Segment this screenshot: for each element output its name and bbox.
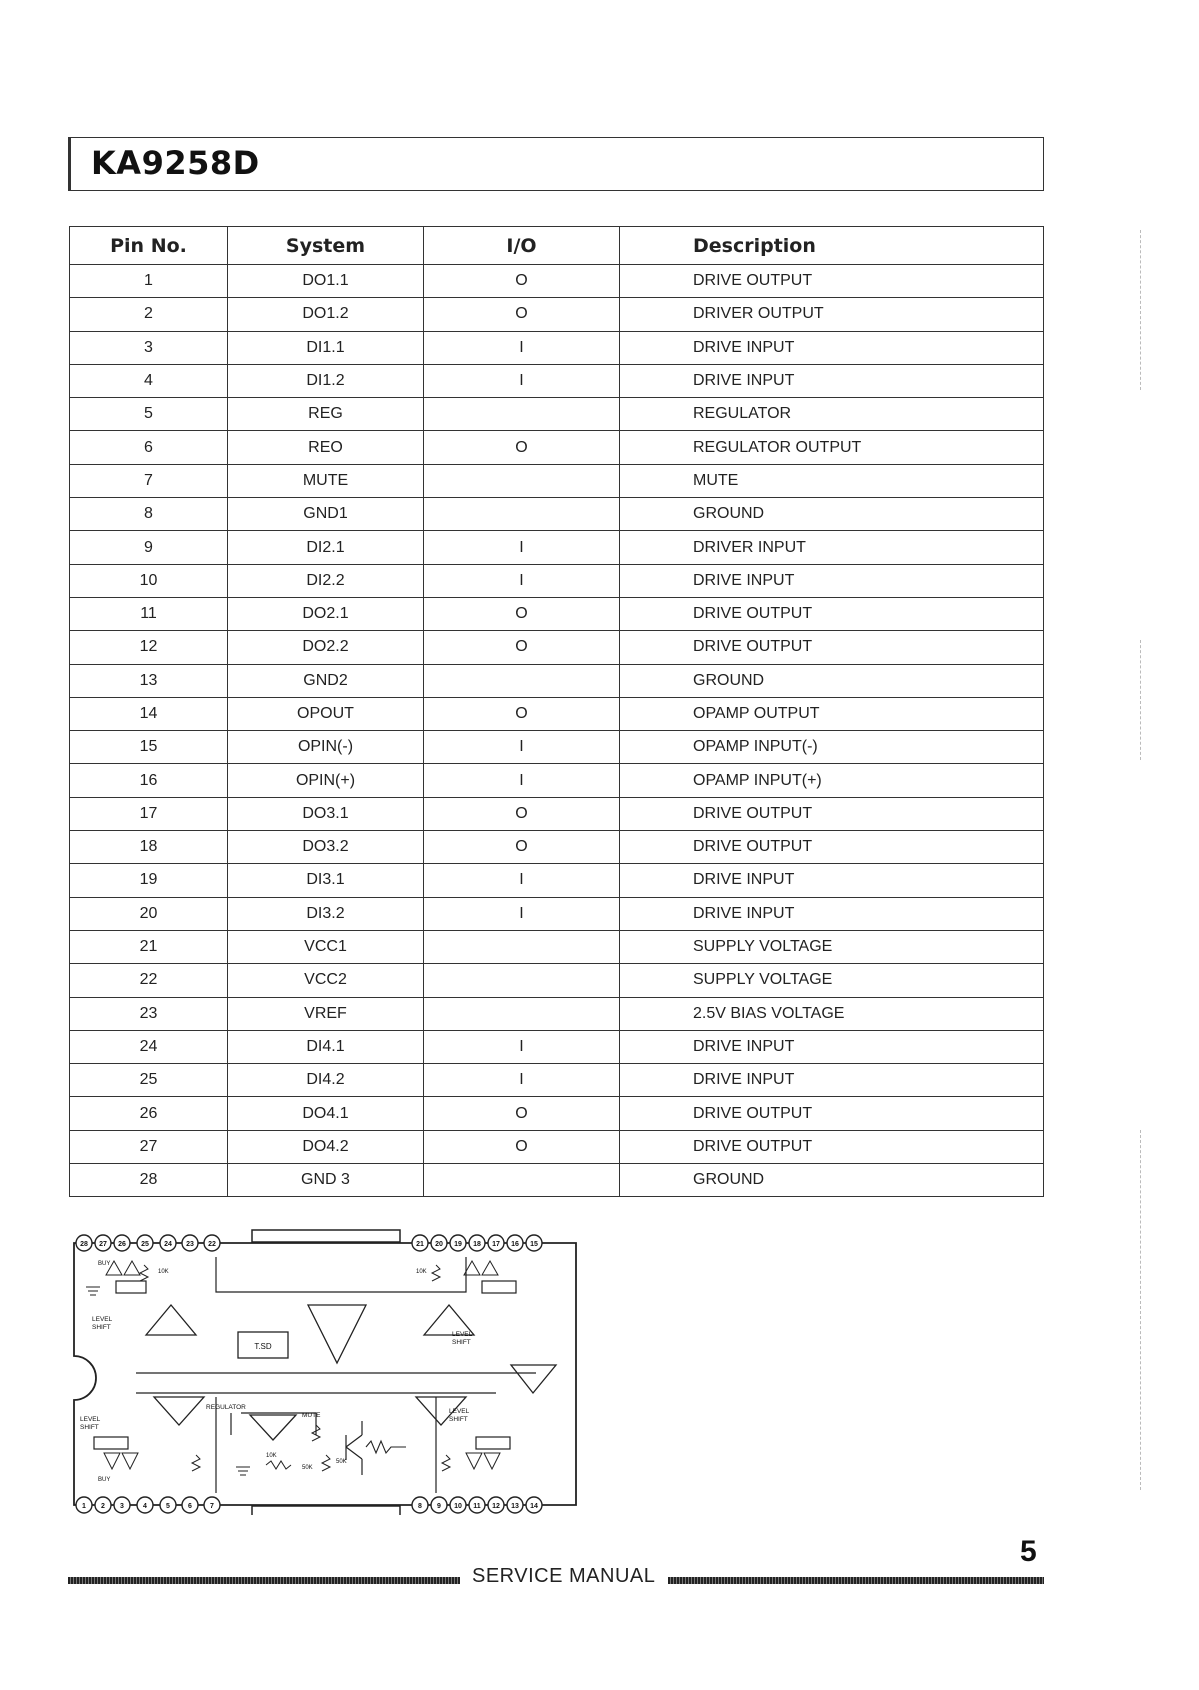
table-row — [70, 364, 1044, 397]
table-row — [70, 997, 1044, 1030]
description-cell: DRIVE INPUT — [620, 331, 1044, 364]
pin-number-label: 15 — [530, 1240, 538, 1248]
io-type-cell — [424, 1164, 620, 1197]
system-name-cell: DO4.2 — [228, 1130, 424, 1163]
io-type-cell — [424, 664, 620, 697]
description-cell: MUTE — [620, 464, 1044, 497]
description-cell: DRIVER OUTPUT — [620, 298, 1044, 331]
pin-number-label: 6 — [188, 1502, 192, 1510]
pin-number-label: 18 — [473, 1240, 481, 1248]
system-name-cell: DO3.1 — [228, 797, 424, 830]
description-cell: DRIVE INPUT — [620, 1064, 1044, 1097]
description-cell: 2.5V BIAS VOLTAGE — [620, 997, 1044, 1030]
heatsink-bottom — [252, 1506, 400, 1515]
pin-number-cell: 21 — [70, 930, 228, 963]
system-name-cell: DO3.2 — [228, 831, 424, 864]
system-name-cell: REG — [228, 398, 424, 431]
io-type-cell: O — [424, 1130, 620, 1163]
system-name-cell: DI4.2 — [228, 1064, 424, 1097]
resistor-50k-label-2: 50K — [302, 1465, 313, 1471]
shift-label-1: SHIFT — [92, 1324, 111, 1331]
pin-number-label: 26 — [118, 1240, 126, 1248]
page-number: 5 — [1020, 1535, 1037, 1568]
io-type-cell — [424, 964, 620, 997]
table-row — [70, 464, 1044, 497]
pin-number-cell: 16 — [70, 764, 228, 797]
system-name-cell: DO2.1 — [228, 597, 424, 630]
shift-label-3: SHIFT — [80, 1424, 99, 1431]
system-name-cell: VCC1 — [228, 930, 424, 963]
resistor-10k-label-1: 10K — [158, 1269, 169, 1275]
pin-number-cell: 18 — [70, 831, 228, 864]
system-name-cell: DI4.1 — [228, 1030, 424, 1063]
description-cell: DRIVE INPUT — [620, 1030, 1044, 1063]
table-row — [70, 1064, 1044, 1097]
pin-number-cell: 8 — [70, 498, 228, 531]
description-cell: GROUND — [620, 498, 1044, 531]
header-pin-no: Pin No. — [70, 227, 228, 265]
system-name-cell: REO — [228, 431, 424, 464]
level-label-1: LEVEL — [92, 1316, 113, 1323]
table-row — [70, 664, 1044, 697]
description-cell: OPAMP INPUT(+) — [620, 764, 1044, 797]
resistor-10k-label-2: 10K — [416, 1269, 427, 1275]
description-cell: GROUND — [620, 664, 1044, 697]
system-name-cell: OPIN(-) — [228, 731, 424, 764]
io-type-cell: I — [424, 864, 620, 897]
scan-edge-mark — [1140, 230, 1141, 390]
system-name-cell: GND 3 — [228, 1164, 424, 1197]
pin-number-cell: 20 — [70, 897, 228, 930]
pin-number-label: 22 — [208, 1240, 216, 1248]
regulator-label: REGULATOR — [206, 1404, 246, 1411]
pin-number-cell: 7 — [70, 464, 228, 497]
opamp-center — [308, 1305, 366, 1363]
pin-number-cell: 28 — [70, 1164, 228, 1197]
pin-number-cell: 19 — [70, 864, 228, 897]
description-cell: DRIVE INPUT — [620, 564, 1044, 597]
pin-number-cell: 23 — [70, 997, 228, 1030]
table-row — [70, 964, 1044, 997]
resistor-50k-label-1: 50K — [336, 1459, 347, 1465]
table-row — [70, 597, 1044, 630]
pin-table — [69, 226, 1044, 1197]
system-name-cell: DI3.1 — [228, 864, 424, 897]
pin-number-cell: 15 — [70, 731, 228, 764]
scan-edge-mark — [1140, 1130, 1141, 1490]
io-type-cell: O — [424, 797, 620, 830]
system-name-cell: DI2.2 — [228, 564, 424, 597]
table-row — [70, 797, 1044, 830]
system-name-cell: DO4.1 — [228, 1097, 424, 1130]
system-name-cell: DO1.1 — [228, 265, 424, 298]
pin-number-label: 24 — [164, 1240, 172, 1248]
pin-number-cell: 13 — [70, 664, 228, 697]
table-row — [70, 697, 1044, 730]
footer-rule-left — [68, 1577, 460, 1584]
pin-number-label: 8 — [418, 1502, 422, 1510]
table-row — [70, 564, 1044, 597]
level-label-3: LEVEL — [80, 1416, 101, 1423]
pin-number-label: 16 — [511, 1240, 519, 1248]
footer-rule-right — [668, 1577, 1044, 1584]
heatsink-top — [252, 1230, 400, 1242]
description-cell: DRIVE OUTPUT — [620, 597, 1044, 630]
package-outline — [74, 1240, 576, 1505]
io-type-cell: O — [424, 697, 620, 730]
resistor-10k-label-3: 10K — [266, 1453, 277, 1459]
io-type-cell — [424, 930, 620, 963]
pin-number-label: 27 — [99, 1240, 107, 1248]
block-diagram — [66, 1225, 586, 1515]
title-box — [68, 137, 1044, 191]
pin-number-label: 28 — [80, 1240, 88, 1248]
io-type-cell: O — [424, 1097, 620, 1130]
system-name-cell: GND2 — [228, 664, 424, 697]
pin-number-label: 2 — [101, 1502, 105, 1510]
description-cell: DRIVE INPUT — [620, 897, 1044, 930]
table-row — [70, 1030, 1044, 1063]
io-type-cell: I — [424, 897, 620, 930]
pin-number-label: 20 — [435, 1240, 443, 1248]
buy-label-2: BUY — [98, 1477, 111, 1483]
io-type-cell: I — [424, 764, 620, 797]
pin-number-cell: 24 — [70, 1030, 228, 1063]
io-type-cell: I — [424, 531, 620, 564]
io-type-cell: I — [424, 564, 620, 597]
scan-edge-mark — [1140, 640, 1141, 760]
io-type-cell: I — [424, 731, 620, 764]
description-cell: DRIVE OUTPUT — [620, 265, 1044, 298]
pin-number-cell: 5 — [70, 398, 228, 431]
table-row — [70, 864, 1044, 897]
system-name-cell: DI1.2 — [228, 364, 424, 397]
table-row — [70, 1130, 1044, 1163]
system-name-cell: DI1.1 — [228, 331, 424, 364]
pin-number-cell: 3 — [70, 331, 228, 364]
system-name-cell: OPOUT — [228, 697, 424, 730]
description-cell: SUPPLY VOLTAGE — [620, 930, 1044, 963]
pin-number-cell: 2 — [70, 298, 228, 331]
table-row — [70, 731, 1044, 764]
io-type-cell: O — [424, 631, 620, 664]
io-type-cell: I — [424, 1030, 620, 1063]
pin-number-cell: 26 — [70, 1097, 228, 1130]
description-cell: DRIVE INPUT — [620, 864, 1044, 897]
io-type-cell — [424, 398, 620, 431]
io-type-cell — [424, 498, 620, 531]
pin-number-cell: 9 — [70, 531, 228, 564]
page-title: KA9258D — [91, 144, 260, 182]
system-name-cell: GND1 — [228, 498, 424, 531]
mute-label: MUTE — [302, 1412, 321, 1419]
description-cell: DRIVE OUTPUT — [620, 1130, 1044, 1163]
system-name-cell: VREF — [228, 997, 424, 1030]
system-name-cell: MUTE — [228, 464, 424, 497]
system-name-cell: DO1.2 — [228, 298, 424, 331]
table-row — [70, 930, 1044, 963]
io-type-cell: I — [424, 331, 620, 364]
pin-number-label: 11 — [473, 1502, 481, 1510]
pin-number-cell: 12 — [70, 631, 228, 664]
pin-number-cell: 6 — [70, 431, 228, 464]
io-type-cell: O — [424, 265, 620, 298]
io-type-cell: O — [424, 597, 620, 630]
system-name-cell: DI3.2 — [228, 897, 424, 930]
tsd-label: T.SD — [254, 1342, 272, 1351]
pin-number-cell: 4 — [70, 364, 228, 397]
io-type-cell — [424, 997, 620, 1030]
pin-number-label: 13 — [511, 1502, 519, 1510]
table-row — [70, 498, 1044, 531]
pin-number-label: 21 — [416, 1240, 424, 1248]
pin-number-label: 3 — [120, 1502, 124, 1510]
header-description: Description — [620, 227, 1044, 265]
description-cell: DRIVER INPUT — [620, 531, 1044, 564]
pin-number-cell: 14 — [70, 697, 228, 730]
pin-number-label: 17 — [492, 1240, 500, 1248]
description-cell: SUPPLY VOLTAGE — [620, 964, 1044, 997]
pin-number-label: 1 — [82, 1502, 86, 1510]
pin-number-label: 4 — [143, 1502, 147, 1510]
pin-number-cell: 17 — [70, 797, 228, 830]
description-cell: OPAMP OUTPUT — [620, 697, 1044, 730]
table-row — [70, 331, 1044, 364]
pin-number-cell: 27 — [70, 1130, 228, 1163]
table-row — [70, 897, 1044, 930]
io-type-cell: I — [424, 364, 620, 397]
description-cell: DRIVE OUTPUT — [620, 831, 1044, 864]
description-cell: REGULATOR — [620, 398, 1044, 431]
table-row — [70, 1164, 1044, 1197]
table-header-row — [70, 227, 1044, 265]
table-row — [70, 265, 1044, 298]
level-label-2: LEVEL — [452, 1331, 473, 1338]
pin-number-label: 25 — [141, 1240, 149, 1248]
pin-number-label: 9 — [437, 1502, 441, 1510]
table-row — [70, 764, 1044, 797]
mute-transistor — [346, 1421, 362, 1475]
pin-number-cell: 10 — [70, 564, 228, 597]
io-type-cell: I — [424, 1064, 620, 1097]
pin-number-cell: 11 — [70, 597, 228, 630]
description-cell: DRIVE OUTPUT — [620, 797, 1044, 830]
io-type-cell: O — [424, 831, 620, 864]
table-row — [70, 1097, 1044, 1130]
io-type-cell: O — [424, 298, 620, 331]
system-name-cell: VCC2 — [228, 964, 424, 997]
pin-number-cell: 22 — [70, 964, 228, 997]
system-name-cell: DI2.1 — [228, 531, 424, 564]
shift-label-2: SHIFT — [452, 1339, 471, 1346]
pin-number-label: 10 — [454, 1502, 462, 1510]
system-name-cell: DO2.2 — [228, 631, 424, 664]
pin-number-cell: 25 — [70, 1064, 228, 1097]
description-cell: GROUND — [620, 1164, 1044, 1197]
table-row — [70, 431, 1044, 464]
system-name-cell: OPIN(+) — [228, 764, 424, 797]
level-label-4: LEVEL — [449, 1408, 470, 1415]
description-cell: DRIVE OUTPUT — [620, 1097, 1044, 1130]
description-cell: DRIVE INPUT — [620, 364, 1044, 397]
io-type-cell: O — [424, 431, 620, 464]
pin-number-label: 23 — [186, 1240, 194, 1248]
shift-label-4: SHIFT — [449, 1416, 468, 1423]
pin-number-label: 19 — [454, 1240, 462, 1248]
pin-number-cell: 1 — [70, 265, 228, 298]
description-cell: DRIVE OUTPUT — [620, 631, 1044, 664]
pin-number-label: 5 — [166, 1502, 170, 1510]
pin-number-label: 14 — [530, 1502, 538, 1510]
description-cell: OPAMP INPUT(-) — [620, 731, 1044, 764]
description-cell: REGULATOR OUTPUT — [620, 431, 1044, 464]
pin-number-label: 7 — [210, 1502, 214, 1510]
header-system: System — [228, 227, 424, 265]
table-row — [70, 831, 1044, 864]
buy-label-1: BUY — [98, 1261, 111, 1267]
io-type-cell — [424, 464, 620, 497]
table-row — [70, 631, 1044, 664]
header-io: I/O — [424, 227, 620, 265]
pin-number-label: 12 — [492, 1502, 500, 1510]
footer-text: SERVICE MANUAL — [472, 1565, 656, 1587]
table-row — [70, 298, 1044, 331]
table-row — [70, 398, 1044, 431]
table-row — [70, 531, 1044, 564]
